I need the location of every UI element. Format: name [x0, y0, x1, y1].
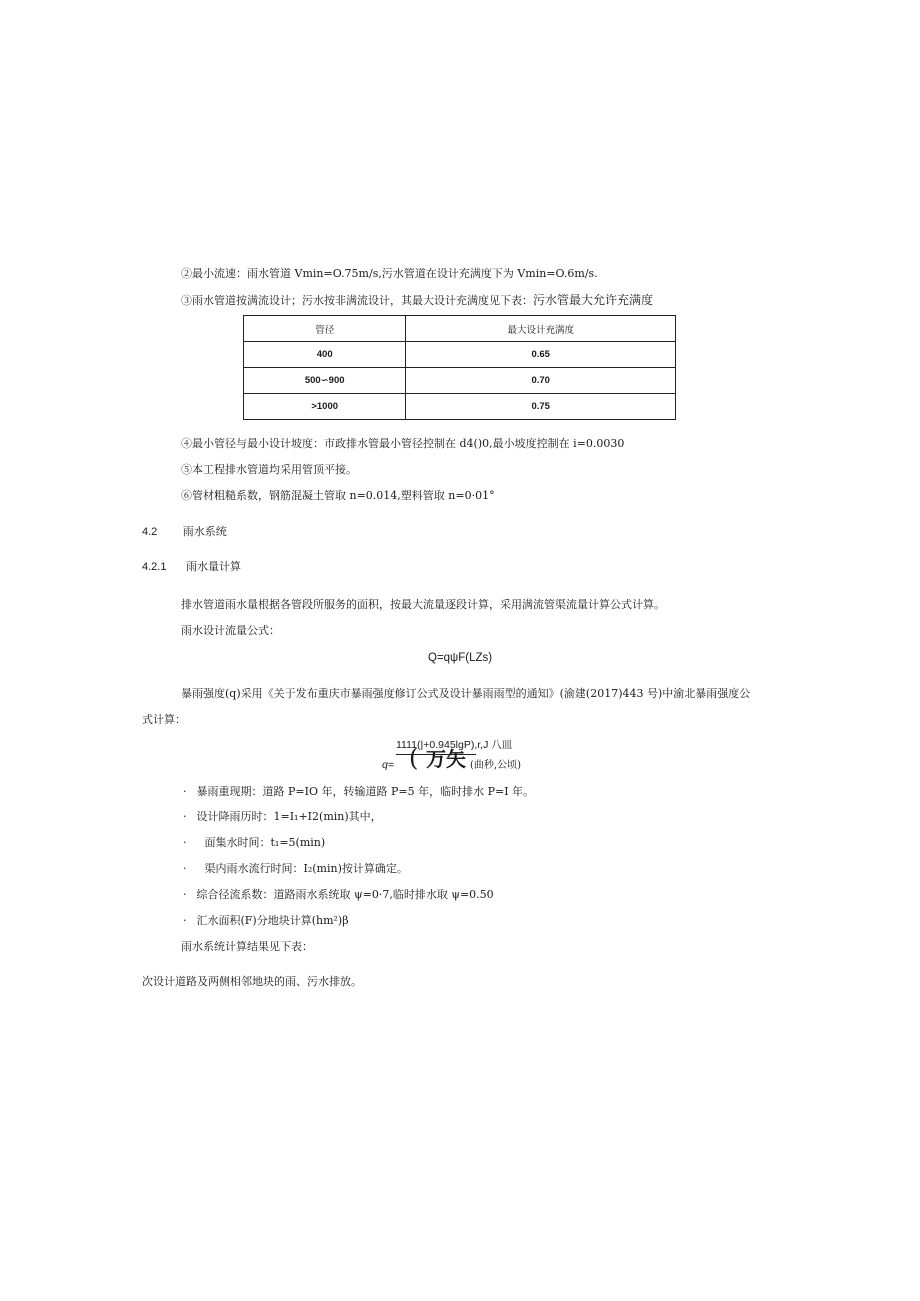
formula-unit: (曲秒,公顷) [470, 760, 521, 771]
cell-fullness: 0.70 [406, 368, 676, 394]
table-header-row [244, 316, 676, 342]
bullet-text: 设计降雨历时：1=I₁+I2(min)其中， [196, 810, 382, 823]
bullet-item [183, 836, 325, 850]
bullet-dot: · [183, 862, 187, 875]
bullet-text: 面集水时间：t₁=5(min) [204, 836, 326, 849]
paragraph-intensity-line2: 式计算： [142, 713, 186, 726]
bullet-text: 汇水面积(F)分地块计算(hm²)β [196, 914, 349, 927]
formula-flow: Q=qψF(LZs) [428, 652, 493, 664]
bullet-dot: · [183, 888, 187, 901]
bullet-text: 综合径流系数：道路雨水系统取 ψ=0·7,临时排水取 ψ=0.50 [196, 888, 494, 901]
paragraph-full-flow-text: ③雨水管道按满流设计；污水按非满流设计，其最大设计充满度见下表： [181, 294, 533, 307]
cell-fullness: 0.65 [406, 342, 676, 368]
cell-diameter: 500∽900 [244, 368, 406, 394]
paragraph-roughness: ⑥管材粗糙系数，钢筋混凝土管取 n=0.014,塑料管取 n=0·01° [181, 489, 495, 502]
section-number: 4.2 [142, 526, 158, 538]
table-row [244, 368, 676, 394]
paragraph-intensity-line1: 暴雨强度(q)采用《关于发布重庆市暴雨强度修订公式及设计暴雨雨型的通知》(渝建(2017)443 号)中渝北暴雨强度公 [181, 687, 751, 700]
paragraph-rain-method: 排水管道雨水量根据各管段所服务的面积，按最大流量逐段计算，采用满流管渠流量计算公式计算。 [181, 598, 665, 611]
section-title: 雨水系统 [182, 525, 227, 538]
bullet-item [183, 888, 494, 902]
paragraph-discharge: 次设计道路及两侧相邻地块的雨、污水排放。 [142, 975, 362, 988]
bullet-item [183, 810, 382, 824]
bullet-dot: · [183, 810, 187, 823]
bullet-item [183, 914, 349, 928]
bullet-text: 暴雨重现期：道路 P=IO 年，转输道路 P=5 年，临时排水 P=I 年。 [196, 785, 535, 798]
bullet-item [183, 862, 408, 876]
bullet-text: 渠内雨水流行时间：I₂(min)按计算确定。 [204, 862, 408, 875]
subsection-number: 4.2.1 [142, 561, 167, 573]
bullet-item [183, 785, 534, 799]
bullet-dot: · [183, 785, 187, 798]
paragraph-min-velocity: ②最小流速：雨水管道 Vmin=O.75m/s,污水管道在设计充满度下为 Vmin=O.6m/s. [181, 267, 598, 280]
bullet-dot: · [183, 914, 187, 927]
formula-intensity [382, 738, 532, 772]
formula-paren-glyph: ( [409, 744, 419, 772]
subsection-heading [142, 560, 241, 574]
paragraph-pipe-connection: ⑤本工程排水管道均采用管顶平接。 [181, 463, 357, 476]
paragraph-results-intro: 雨水系统计算结果见下表： [181, 940, 313, 953]
cell-diameter: 400 [244, 342, 406, 368]
paragraph-full-flow-design [181, 293, 653, 308]
formula-lhs: q= [382, 759, 394, 771]
paragraph-flow-formula-intro: 雨水设计流量公式： [181, 624, 280, 637]
formula-denominator-glyph: 万矢 [426, 747, 466, 771]
paragraph-min-diameter: ④最小管径与最小设计坡度：市政排水管最小管径控制在 d4()0,最小坡度控制在 i=0.0030 [181, 437, 625, 450]
cell-diameter: >1000 [244, 394, 406, 420]
bullet-dot: · [183, 836, 187, 849]
header-pipe-diameter: 管径 [244, 316, 406, 342]
header-max-fullness: 最大设计充满度 [406, 316, 676, 342]
fullness-table [243, 315, 676, 420]
section-heading [142, 525, 227, 539]
subsection-title: 雨水量计算 [185, 560, 241, 573]
table-row [244, 342, 676, 368]
table-row [244, 394, 676, 420]
table-caption: 污水管最大允许充满度 [533, 293, 654, 307]
formula-numerator: 1111(|+0.945lgP),r,J 八皿 [396, 739, 513, 751]
cell-fullness: 0.75 [406, 394, 676, 420]
